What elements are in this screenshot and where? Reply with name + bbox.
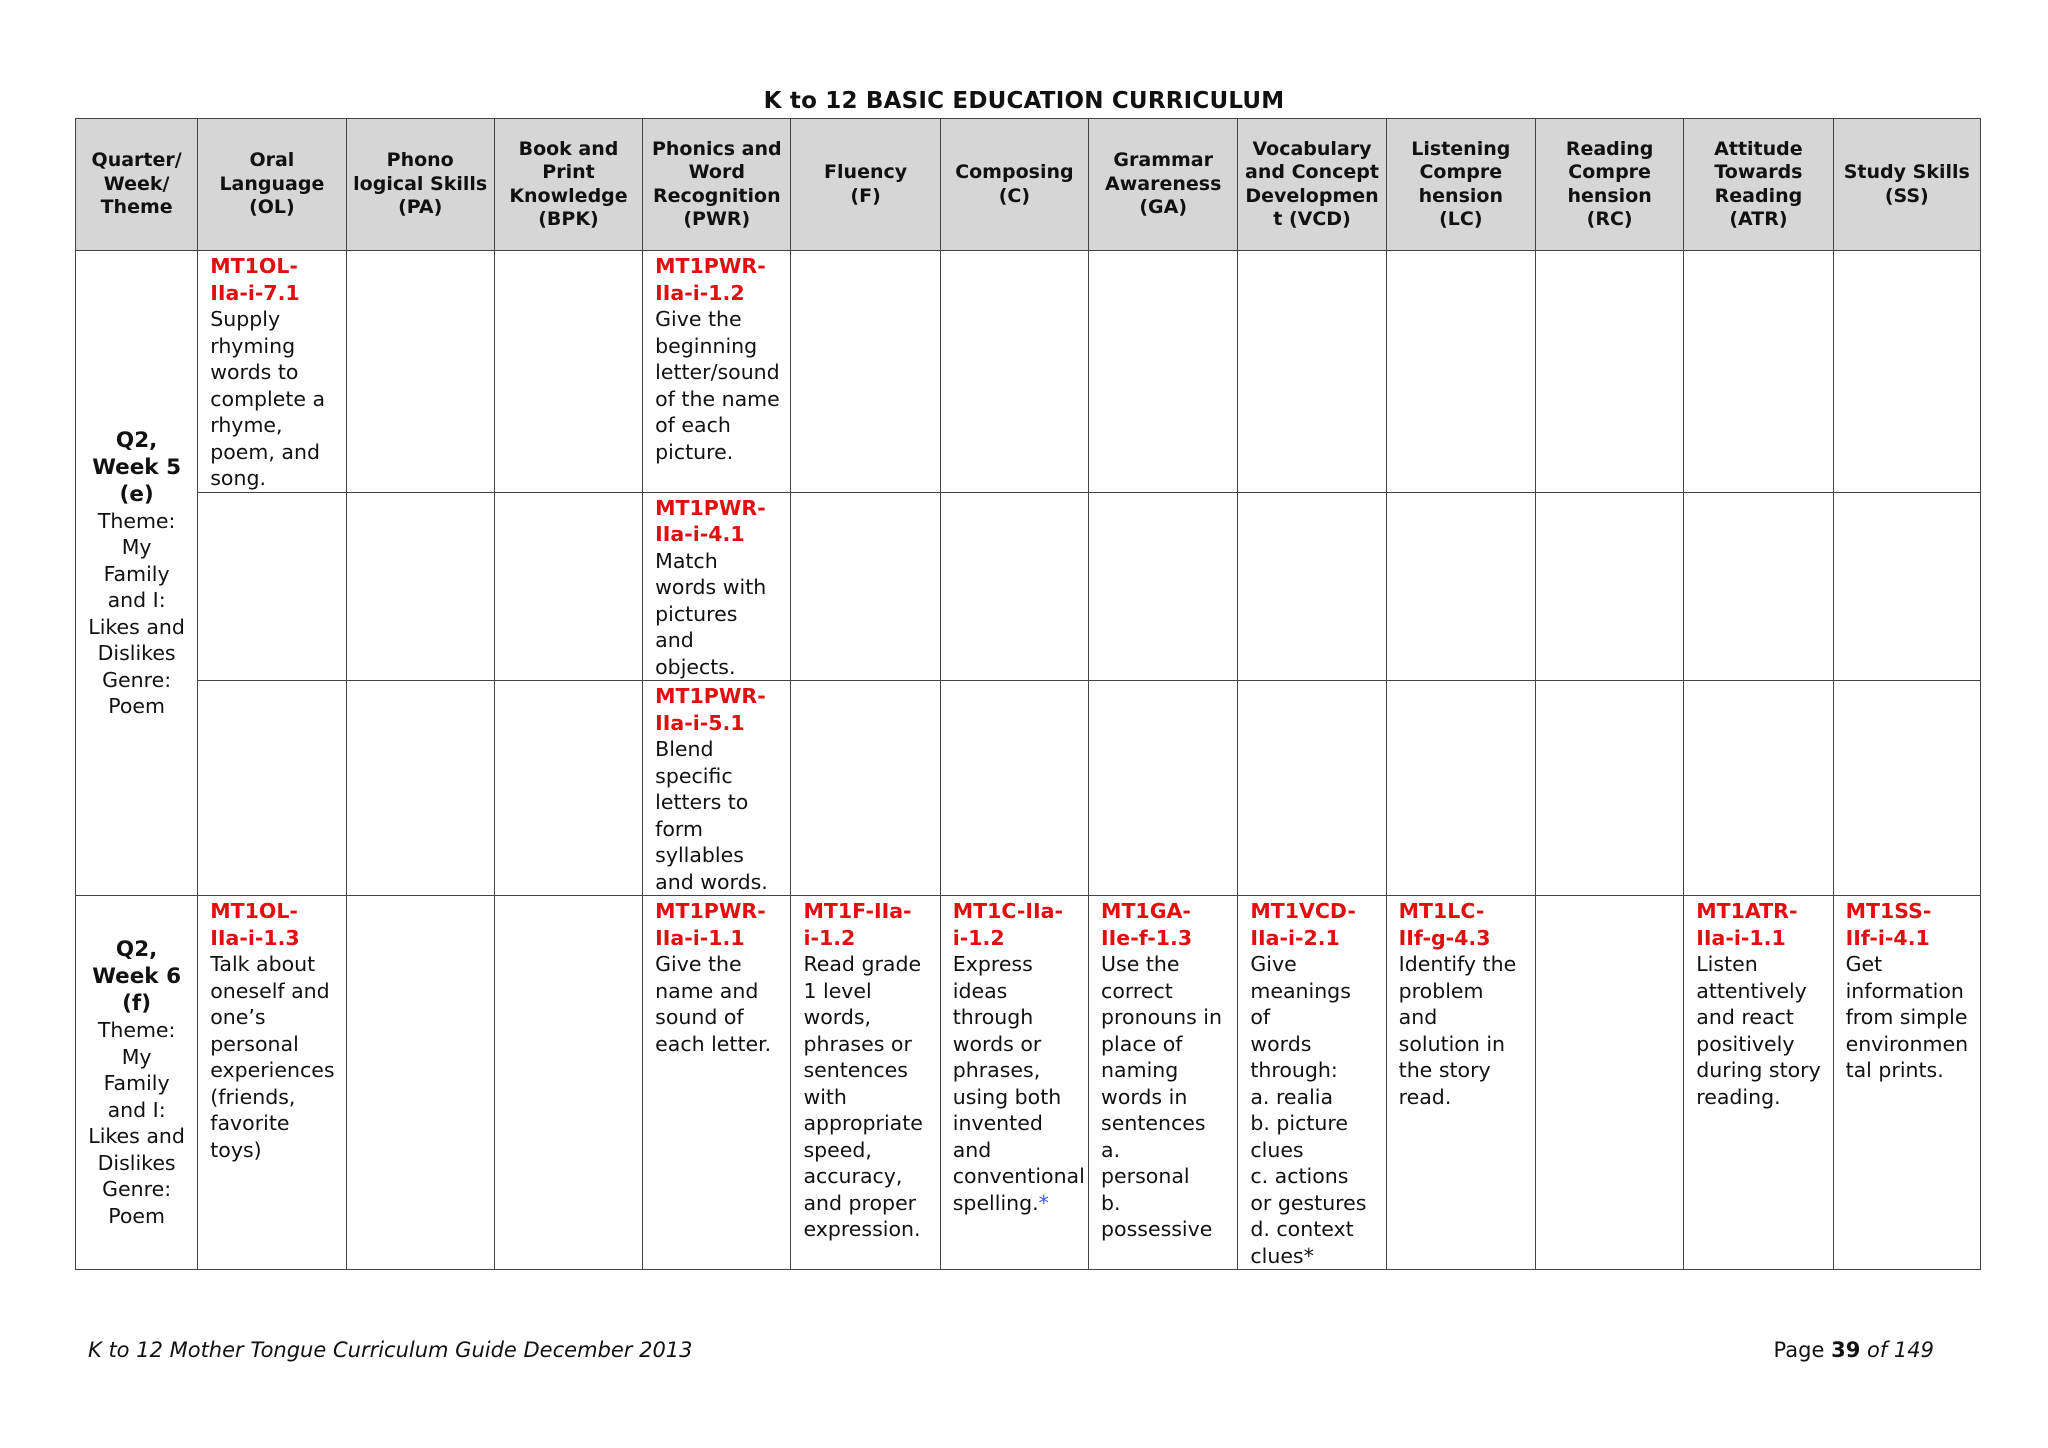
competency-description: Read grade 1 level words, phrases or sentences with appropriate speed, accuracy, and proper expression. <box>803 952 923 1241</box>
header-label: Book and Print Knowledge (BPK) <box>509 137 628 230</box>
competency-description: Express ideas through words or phrases, using both invented and conventional spelling. <box>952 952 1085 1215</box>
empty-cell <box>1089 251 1238 493</box>
competency-code: MT1PWR- IIa-i-1.2 <box>655 254 766 305</box>
week5-theme-cell <box>76 251 198 896</box>
empty-cell <box>494 492 642 681</box>
header-listening-comprehension <box>1386 119 1535 251</box>
competency-description: Use the correct pronouns in place of naming words in sentences a. personal b. possessive <box>1101 952 1222 1241</box>
week5-pwr-cell-2 <box>643 492 791 681</box>
header-quarter-week-theme <box>76 119 198 251</box>
week6-vocabulary-cell <box>1238 896 1386 1270</box>
header-grammar-awareness <box>1089 119 1238 251</box>
empty-cell <box>346 896 494 1270</box>
empty-cell <box>346 251 494 493</box>
empty-cell <box>791 251 940 493</box>
empty-cell <box>1386 492 1535 681</box>
header-label: Phono logical Skills (PA) <box>353 149 488 219</box>
empty-cell <box>940 681 1088 896</box>
header-fluency <box>791 119 940 251</box>
header-label: Quarter/ Week/ Theme <box>91 149 182 219</box>
header-reading-comprehension <box>1535 119 1683 251</box>
empty-cell <box>494 681 642 896</box>
header-label: Composing (C) <box>955 161 1074 207</box>
competency-description: Identify the problem and solution in the story read. <box>1398 952 1517 1109</box>
week6-quarter-week: Q2, Week 6 (f) <box>92 937 182 1016</box>
empty-cell <box>346 492 494 681</box>
competency-description: Give meanings of words through: a. realia b. picture clues c. actions or gestures d. context clues* <box>1250 952 1367 1268</box>
competency-code: MT1GA- IIe-f-1.3 <box>1101 899 1193 950</box>
asterisk-mark: * <box>1038 1190 1049 1215</box>
header-attitude-towards-reading <box>1684 119 1833 251</box>
header-phonological-skills <box>346 119 494 251</box>
header-label: Reading Compre hension (RC) <box>1565 137 1654 230</box>
week5-pwr-cell-3 <box>643 681 791 896</box>
week6-pwr-cell <box>643 896 791 1270</box>
header-label: Vocabulary and Concept Developmen t (VCD) <box>1245 137 1379 230</box>
empty-cell <box>1535 251 1683 493</box>
week6-composing-cell <box>940 896 1088 1270</box>
empty-cell <box>1238 492 1386 681</box>
header-study-skills <box>1833 119 1980 251</box>
week5-quarter-week: Q2, Week 5 (e) <box>92 427 182 507</box>
header-composing <box>940 119 1088 251</box>
week6-attitude-cell <box>1684 896 1833 1270</box>
empty-cell <box>791 492 940 681</box>
table-row <box>76 896 1981 1270</box>
week6-study-skills-cell <box>1833 896 1980 1270</box>
header-vocabulary-concept <box>1238 119 1386 251</box>
competency-code: MT1PWR- IIa-i-5.1 <box>655 684 766 735</box>
empty-cell <box>494 251 642 493</box>
empty-cell <box>1833 681 1980 896</box>
competency-code: MT1OL- IIa-i-7.1 <box>210 254 300 305</box>
header-label: Listening Compre hension (LC) <box>1411 137 1511 230</box>
competency-description: Get information from simple environmen tal prints. <box>1845 952 1969 1082</box>
competency-code: MT1ATR- IIa-i-1.1 <box>1696 899 1798 950</box>
empty-cell <box>940 492 1088 681</box>
header-label: Oral Language (OL) <box>219 149 325 219</box>
empty-cell <box>1535 492 1683 681</box>
header-phonics-word-recognition <box>643 119 791 251</box>
competency-code: MT1LC- IIf-g-4.3 <box>1398 899 1491 950</box>
empty-cell <box>1238 681 1386 896</box>
competency-description: Talk about oneself and one’s personal experiences (friends, favorite toys) <box>210 952 335 1162</box>
header-label: Attitude Towards Reading (ATR) <box>1714 137 1803 230</box>
empty-cell <box>940 251 1088 493</box>
week5-pwr-cell-1 <box>643 251 791 493</box>
empty-cell <box>1089 681 1238 896</box>
empty-cell <box>791 681 940 896</box>
table-row <box>76 492 1981 681</box>
competency-code: MT1PWR- IIa-i-1.1 <box>655 899 766 950</box>
week5-ol-cell <box>198 251 346 493</box>
empty-cell <box>1833 251 1980 493</box>
competency-description: Blend specific letters to form syllables and words. <box>655 737 768 894</box>
empty-cell <box>1535 896 1683 1270</box>
competency-description: Listen attentively and react positively during story reading. <box>1696 952 1821 1109</box>
empty-cell <box>1684 681 1833 896</box>
empty-cell <box>1089 492 1238 681</box>
empty-cell <box>198 681 346 896</box>
competency-code: MT1C-IIa- i-1.2 <box>952 899 1064 950</box>
empty-cell <box>1684 251 1833 493</box>
header-oral-language <box>198 119 346 251</box>
week6-listening-cell <box>1386 896 1535 1270</box>
week6-grammar-cell <box>1089 896 1238 1270</box>
empty-cell <box>1684 492 1833 681</box>
empty-cell <box>494 896 642 1270</box>
curriculum-table <box>75 118 1981 1270</box>
header-label: Grammar Awareness (GA) <box>1105 149 1222 219</box>
competency-description: Give the name and sound of each letter. <box>655 952 772 1056</box>
week6-theme: Theme: My Family and I: Likes and Dislikes Genre: Poem <box>88 1018 185 1228</box>
competency-description: Give the beginning letter/sound of the name of each picture. <box>655 307 780 464</box>
empty-cell <box>1535 681 1683 896</box>
competency-code: MT1OL- IIa-i-1.3 <box>210 899 300 950</box>
week6-ol-cell <box>198 896 346 1270</box>
page-title: K to 12 BASIC EDUCATION CURRICULUM <box>763 88 1285 114</box>
competency-code: MT1VCD- IIa-i-2.1 <box>1250 899 1356 950</box>
empty-cell <box>1386 251 1535 493</box>
table-row <box>76 681 1981 896</box>
week5-theme: Theme: My Family and I: Likes and Dislikes Genre: Poem <box>88 508 185 718</box>
competency-description: Supply rhyming words to complete a rhyme, poem, and song. <box>210 307 326 490</box>
competency-code: MT1SS- IIf-i-4.1 <box>1845 899 1932 950</box>
empty-cell <box>1386 681 1535 896</box>
empty-cell <box>198 492 346 681</box>
header-label: Study Skills (SS) <box>1843 161 1970 207</box>
table-row <box>76 251 1981 493</box>
footer-guide-title: K to 12 Mother Tongue Curriculum Guide December 2013 <box>88 1338 693 1362</box>
header-book-print-knowledge <box>494 119 642 251</box>
week6-fluency-cell <box>791 896 940 1270</box>
empty-cell <box>346 681 494 896</box>
header-row <box>76 119 1981 251</box>
footer-page-number <box>1774 1338 1934 1362</box>
header-label: Phonics and Word Recognition (PWR) <box>651 137 782 230</box>
empty-cell <box>1833 492 1980 681</box>
page-total: of 149 <box>1867 1338 1934 1362</box>
competency-code: MT1PWR- IIa-i-4.1 <box>655 495 766 546</box>
page-number: 39 <box>1831 1338 1861 1362</box>
competency-code: MT1F-IIa- i-1.2 <box>803 899 912 950</box>
competency-description: Match words with pictures and objects. <box>655 548 767 679</box>
page-label: Page <box>1773 1338 1825 1362</box>
week6-theme-cell <box>76 896 198 1270</box>
empty-cell <box>1238 251 1386 493</box>
header-label: Fluency (F) <box>824 161 908 207</box>
